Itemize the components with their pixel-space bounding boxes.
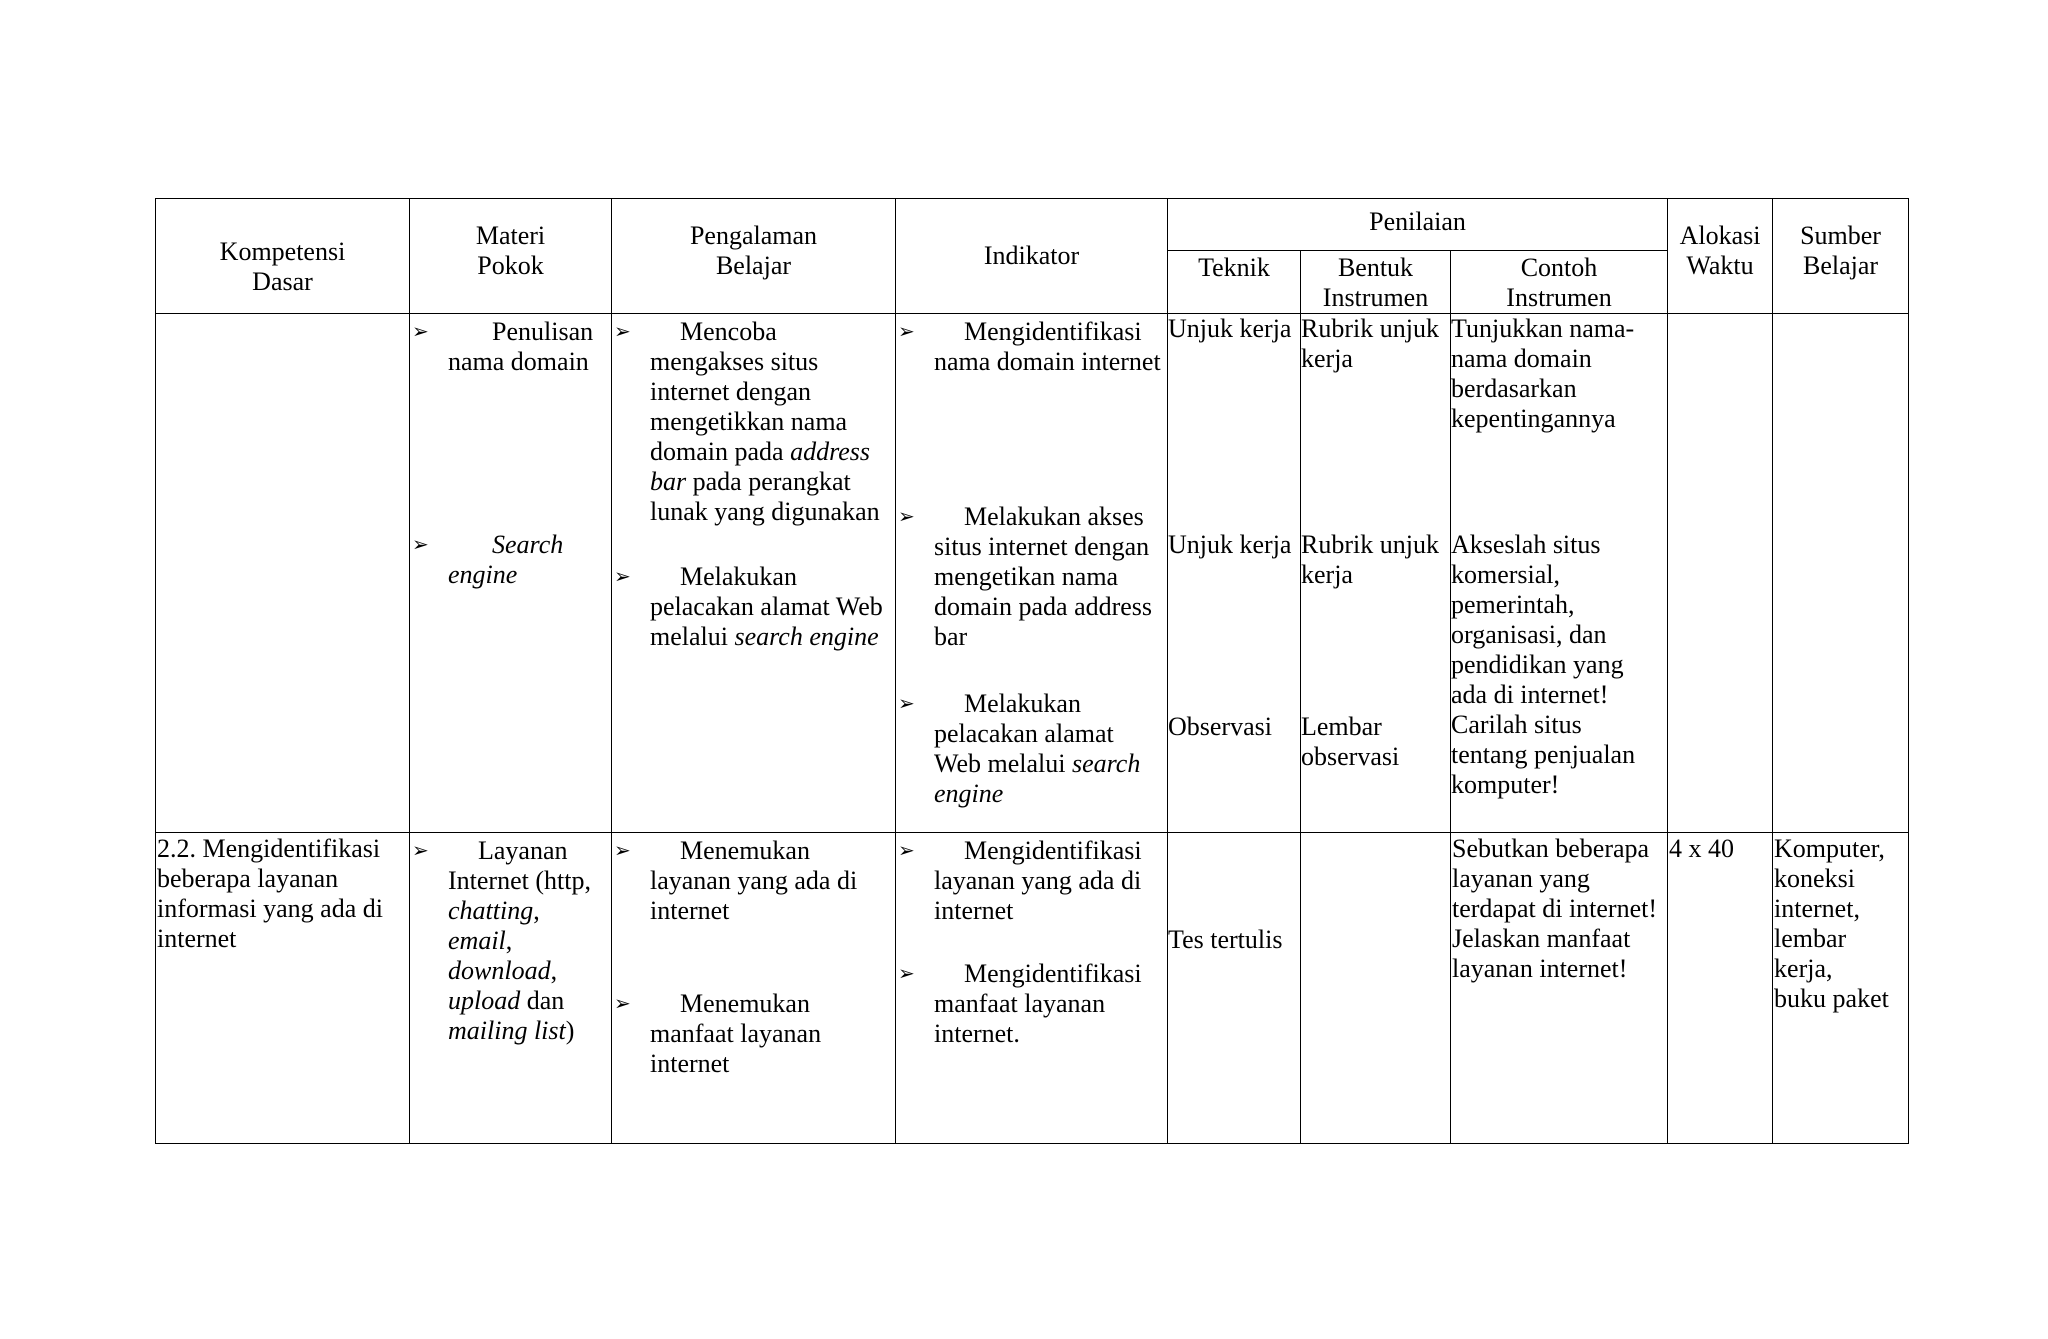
bentuk-text	[1301, 712, 1450, 772]
arrowhead-bullet-icon: ➢	[898, 321, 915, 343]
list-item	[410, 530, 611, 590]
item-text: situs internet dengan	[934, 532, 1150, 561]
list-item	[896, 689, 1167, 809]
item-text: engine	[448, 560, 518, 589]
contoh-instrumen-cell	[1451, 314, 1668, 833]
header-label: Sumber	[1800, 221, 1881, 250]
header-penilaian	[1168, 199, 1668, 251]
item-text: ,	[505, 926, 513, 955]
item-text: mailing list	[448, 1016, 566, 1045]
teknik-cell	[1168, 833, 1301, 1144]
item-text: nama domain internet	[934, 347, 1161, 376]
list-item	[410, 317, 611, 377]
item-text: nama domain	[448, 347, 589, 376]
pengalaman-cell	[612, 314, 896, 833]
header-label: Belajar	[1802, 251, 1879, 280]
item-text: pendidikan yang	[1451, 650, 1624, 679]
item-text: mengakses situs	[650, 347, 819, 376]
sumber-cell	[1773, 314, 1909, 833]
item-text: Melakukan	[964, 689, 1081, 718]
syllabus-table	[155, 198, 1909, 1144]
item-text: pelacakan alamat	[934, 719, 1114, 748]
item-text: Tunjukkan nama-	[1451, 314, 1635, 343]
table-row	[156, 833, 1909, 1144]
item-text: pelacakan alamat Web	[650, 592, 883, 621]
sumber-cell	[1773, 833, 1909, 1144]
item-text: Akseslah situs	[1451, 530, 1601, 559]
item-text: nama domain	[1451, 344, 1592, 373]
indikator-cell	[896, 833, 1168, 1144]
item-text: manfaat layanan	[934, 989, 1106, 1018]
item-text: internet	[934, 896, 1014, 925]
item-text: mengetikan nama	[934, 562, 1119, 591]
header-label: Instrumen	[1322, 283, 1429, 312]
header-label: Indikator	[983, 241, 1080, 270]
arrowhead-bullet-icon: ➢	[614, 993, 631, 1015]
item-text: layanan yang	[1452, 864, 1590, 893]
header-teknik	[1168, 251, 1301, 314]
arrowhead-bullet-icon: ➢	[412, 840, 429, 862]
item-text: ,	[533, 896, 540, 925]
header-label: Pengalaman	[689, 221, 818, 250]
item-text: address	[790, 437, 871, 466]
list-item	[896, 959, 1167, 1049]
item-text: beberapa layanan	[157, 864, 339, 893]
alokasi-text: 4 x 40	[1669, 834, 1735, 863]
item-text: Lembar	[1301, 712, 1382, 741]
arrowhead-bullet-icon: ➢	[898, 840, 915, 862]
item-text: Layanan	[478, 836, 568, 865]
item-text: chatting	[448, 896, 534, 925]
item-text: ,	[550, 956, 558, 985]
item-text: Menemukan	[680, 836, 810, 865]
item-text: bar	[934, 622, 968, 651]
item-text: Mengidentifikasi	[964, 836, 1142, 865]
item-text: kerja	[1301, 344, 1353, 373]
item-text: melalui	[650, 622, 735, 651]
list-item	[896, 836, 1167, 926]
item-text: observasi	[1301, 742, 1400, 771]
teknik-text: Unjuk kerja	[1168, 530, 1292, 559]
alokasi-cell	[1668, 833, 1773, 1144]
arrowhead-bullet-icon: ➢	[614, 321, 631, 343]
item-text: upload	[448, 986, 521, 1015]
item-text: Rubrik unjuk	[1301, 530, 1439, 559]
header-sumber-belajar	[1773, 199, 1909, 314]
item-text: Internet (http,	[448, 866, 591, 895]
item-text: internet.	[934, 1019, 1020, 1048]
item-text: kepentingannya	[1451, 404, 1616, 433]
item-text: Sebutkan beberapa	[1452, 834, 1650, 863]
item-text: Melakukan	[680, 562, 797, 591]
contoh-text	[1451, 530, 1667, 800]
bentuk-instrumen-cell	[1301, 314, 1451, 833]
header-label: Dasar	[252, 267, 313, 296]
item-text: email	[448, 926, 506, 955]
arrowhead-bullet-icon: ➢	[898, 693, 915, 715]
item-text: berdasarkan	[1451, 374, 1577, 403]
item-text: Penulisan	[492, 317, 594, 346]
item-text: komputer!	[1451, 770, 1560, 799]
alokasi-cell	[1668, 314, 1773, 833]
arrowhead-bullet-icon: ➢	[614, 840, 631, 862]
list-item	[612, 317, 895, 527]
header-bentuk-instrumen	[1301, 251, 1451, 314]
item-text: buku paket	[1774, 984, 1889, 1013]
item-text: Mengidentifikasi	[964, 959, 1142, 988]
item-text: ada di internet!	[1451, 680, 1609, 709]
item-text: terdapat di internet!	[1452, 894, 1658, 923]
item-text: 2.2. Mengidentifikasi	[157, 834, 381, 863]
item-text: )	[565, 1016, 575, 1045]
item-text: Search	[492, 530, 564, 559]
header-indikator	[896, 199, 1168, 314]
item-text: lembar kerja,	[1774, 924, 1847, 983]
arrowhead-bullet-icon: ➢	[412, 534, 429, 556]
item-text: layanan internet!	[1452, 954, 1628, 983]
item-text: Menemukan	[680, 989, 810, 1018]
item-text: lunak yang digunakan	[650, 497, 880, 526]
item-text: Mengidentifikasi	[964, 317, 1142, 346]
header-label: Penilaian	[1369, 206, 1466, 236]
item-text: kerja	[1301, 560, 1353, 589]
header-label: Instrumen	[1506, 283, 1612, 312]
header-label: Teknik	[1198, 253, 1270, 282]
contoh-text	[1451, 314, 1667, 434]
item-text: Mencoba	[680, 317, 777, 346]
item-text: komersial,	[1451, 560, 1561, 589]
list-item	[612, 562, 895, 652]
arrowhead-bullet-icon: ➢	[412, 321, 429, 343]
indikator-cell	[896, 314, 1168, 833]
list-item	[410, 836, 611, 1046]
header-label: Alokasi	[1679, 221, 1761, 250]
item-text: internet	[650, 896, 730, 925]
item-text: pada perangkat	[686, 467, 851, 496]
bentuk-instrumen-cell	[1301, 833, 1451, 1144]
list-item	[896, 317, 1167, 377]
item-text: search engine	[734, 622, 879, 651]
header-label: Pokok	[477, 251, 544, 280]
item-text: organisasi, dan	[1451, 620, 1607, 649]
item-text: informasi yang ada di	[157, 894, 383, 923]
item-text: engine	[934, 779, 1004, 808]
item-text: internet	[650, 1049, 730, 1078]
arrowhead-bullet-icon: ➢	[614, 566, 631, 588]
item-text: Jelaskan manfaat	[1452, 924, 1631, 953]
header-alokasi-waktu	[1668, 199, 1773, 314]
bentuk-text	[1301, 530, 1450, 590]
materi-cell	[410, 833, 612, 1144]
item-text: search	[1071, 749, 1141, 778]
header-label: Bentuk	[1337, 253, 1414, 282]
list-item	[612, 836, 895, 926]
item-text: domain pada	[650, 437, 791, 466]
header-label: Waktu	[1686, 251, 1754, 280]
arrowhead-bullet-icon: ➢	[898, 506, 915, 528]
item-text: koneksi	[1774, 864, 1855, 893]
item-text: dan	[520, 986, 565, 1015]
header-label: Belajar	[715, 251, 792, 280]
header-pengalaman-belajar	[612, 199, 896, 314]
materi-cell	[410, 314, 612, 833]
teknik-text: Observasi	[1168, 712, 1272, 741]
item-text: domain pada address	[934, 592, 1153, 621]
header-label: Kompetensi	[219, 237, 346, 266]
teknik-cell	[1168, 314, 1301, 833]
item-text: pemerintah,	[1451, 590, 1575, 619]
item-text: internet,	[1774, 894, 1860, 923]
header-materi-pokok	[410, 199, 612, 314]
item-text: Rubrik unjuk	[1301, 314, 1439, 343]
teknik-text: Unjuk kerja	[1168, 314, 1292, 343]
bentuk-text	[1301, 314, 1450, 374]
list-item	[896, 502, 1167, 652]
item-text: manfaat layanan	[650, 1019, 822, 1048]
item-text: bar	[650, 467, 687, 496]
item-text: tentang penjualan	[1451, 740, 1636, 769]
kompetensi-cell	[156, 833, 410, 1144]
item-text: download	[448, 956, 551, 985]
header-label: Materi	[475, 221, 546, 250]
pengalaman-cell	[612, 833, 896, 1144]
item-text: internet dengan	[650, 377, 811, 406]
teknik-text: Tes tertulis	[1168, 925, 1283, 954]
header-contoh-instrumen	[1451, 251, 1668, 314]
item-text: layanan yang ada di	[934, 866, 1142, 895]
item-text: Carilah situs	[1451, 710, 1582, 739]
header-kompetensi-dasar	[156, 199, 410, 314]
item-text: layanan yang ada di	[650, 866, 858, 895]
contoh-instrumen-cell	[1451, 833, 1668, 1144]
header-label: Contoh	[1520, 253, 1598, 282]
table-row	[156, 314, 1909, 833]
list-item	[612, 989, 895, 1079]
kompetensi-cell	[156, 314, 410, 833]
item-text: Komputer,	[1774, 834, 1885, 863]
item-text: Web melalui	[934, 749, 1072, 778]
item-text: Melakukan akses	[964, 502, 1144, 531]
item-text: mengetikkan nama	[650, 407, 848, 436]
arrowhead-bullet-icon: ➢	[898, 963, 915, 985]
item-text: internet	[157, 924, 237, 953]
